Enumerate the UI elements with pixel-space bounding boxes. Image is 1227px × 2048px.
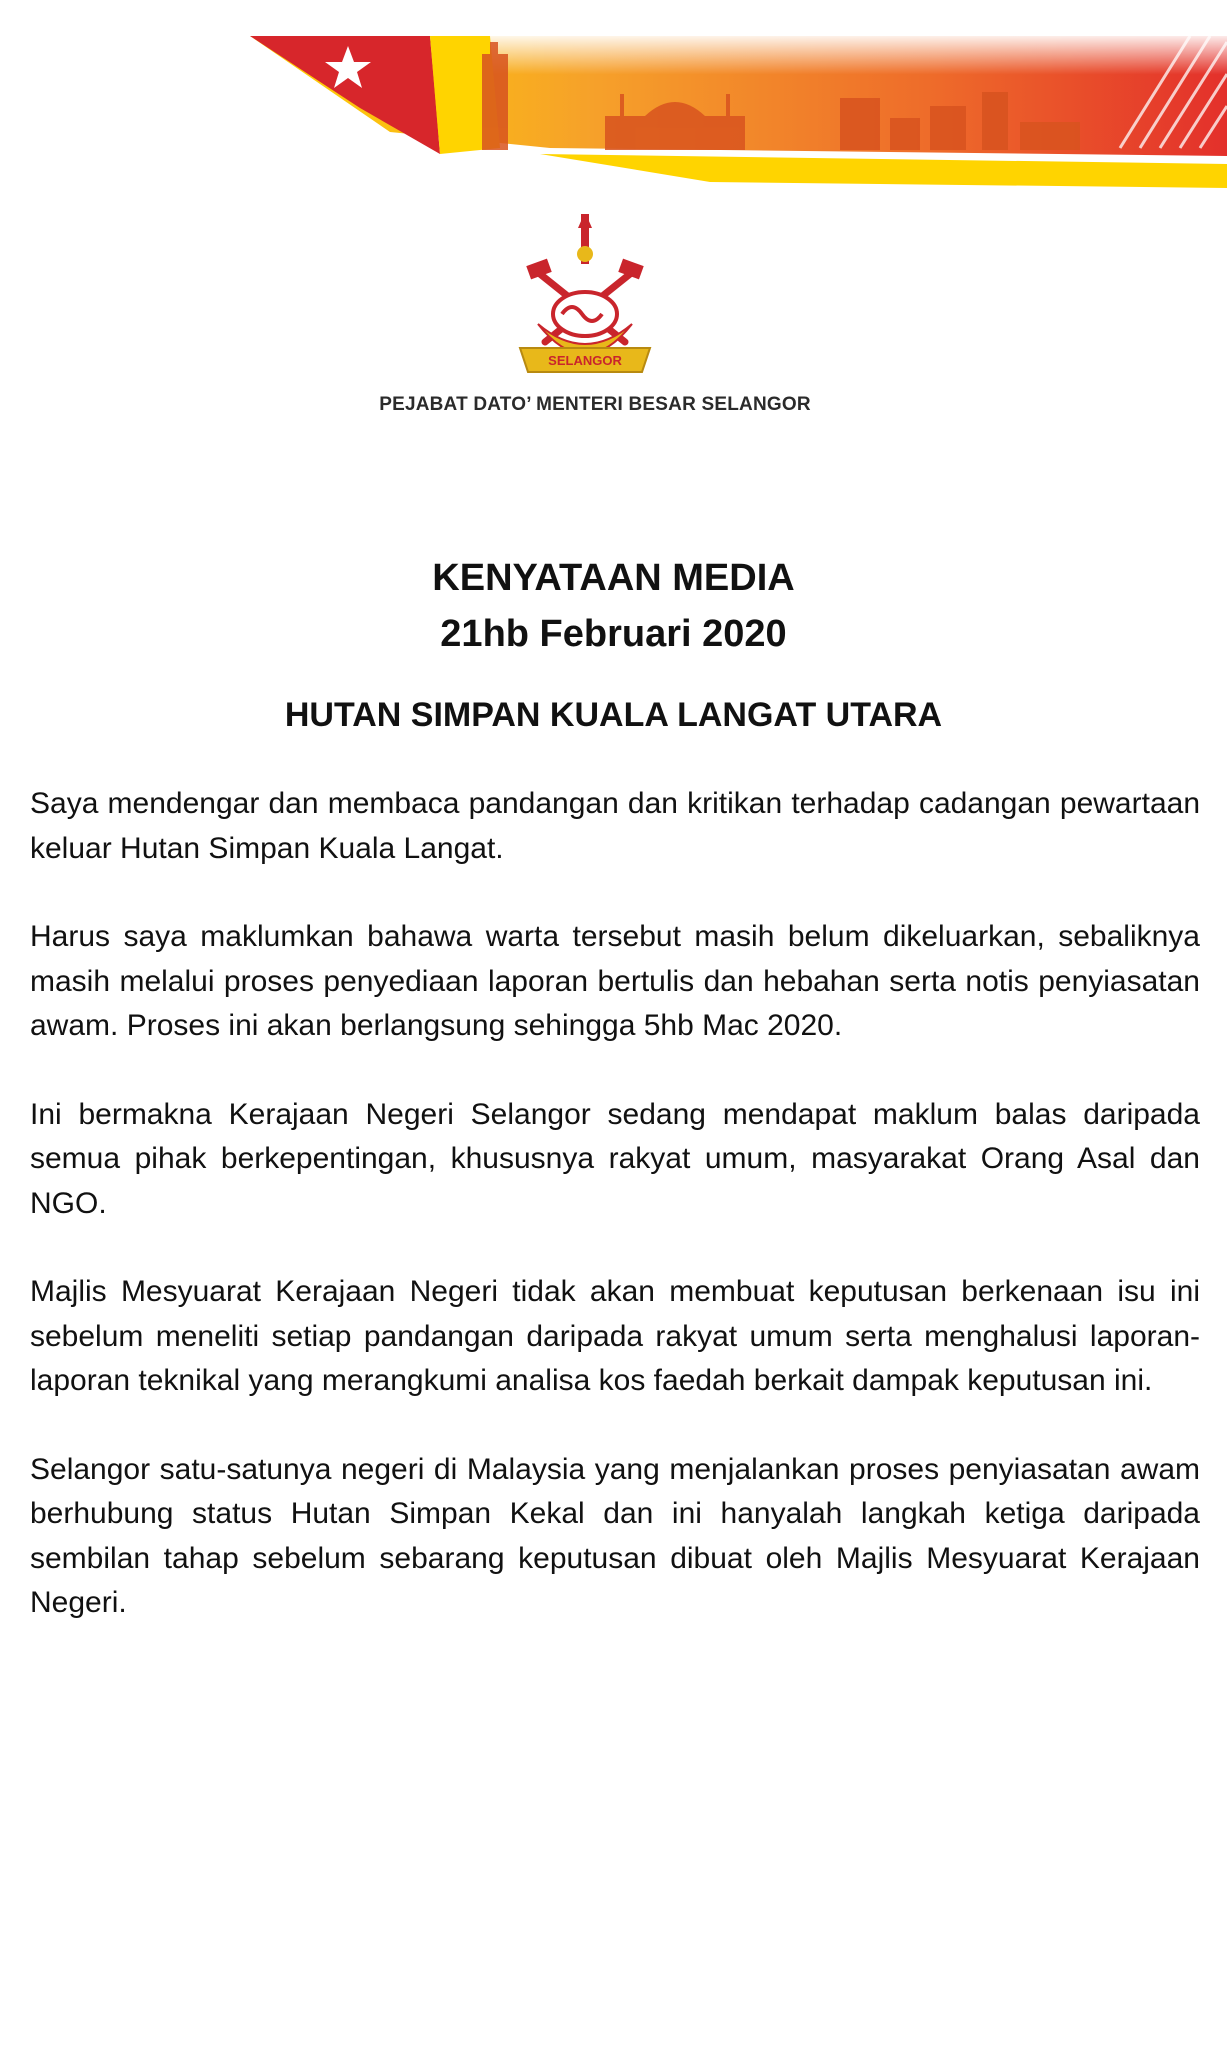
selangor-flag-skyline-banner [250,36,1227,188]
document-subject: HUTAN SIMPAN KUALA LANGAT UTARA [284,696,943,734]
crest-label: SELANGOR [548,353,622,368]
selangor-state-crest [510,214,660,386]
paragraph: Saya mendengar dan membaca pandangan dan kritikan terhadap cadangan pewartaan keluar Hutan Simpan Kuala Langat. [30,787,1200,865]
paragraph: Majlis Mesyuarat Kerajaan Negeri tidak akan membuat keputusan berkenaan isu ini sebelum meneliti setiap pandangan daripada rakyat umum serta menghalusi laporan-laporan teknikal yang merangkumi analisa kos faedah berkait dampak keputusan ini. [30,1275,1200,1397]
document-type: KENYATAAN MEDIA [432,557,795,599]
office-name: PEJABAT DATO’ MENTERI BESAR SELANGOR [379,394,811,415]
paragraph: Harus saya maklumkan bahawa warta tersebut masih belum dikeluarkan, sebaliknya masih melalui proses penyediaan laporan bertulis dan hebahan serta notis penyiasatan awam. Proses ini akan berlangsung sehingga 5hb Mac 2020. [30,920,1200,1042]
statement-body [30,782,1200,1670]
paragraph: Selangor satu-satunya negeri di Malaysia yang menjalankan proses penyiasatan awam berhubung status Hutan Simpan Kekal dan ini hanyalah langkah ketiga daripada sembilan tahap sebelum sebarang keputusan dibuat oleh Majlis Mesyuarat Kerajaan Negeri. [30,1452,1200,1619]
document-date: 21hb Februari 2020 [440,613,787,655]
paragraph: Ini bermakna Kerajaan Negeri Selangor sedang mendapat maklum balas daripada semua pihak berkepentingan, khususnya rakyat umum, masyarakat Orang Asal dan NGO. [30,1097,1200,1220]
